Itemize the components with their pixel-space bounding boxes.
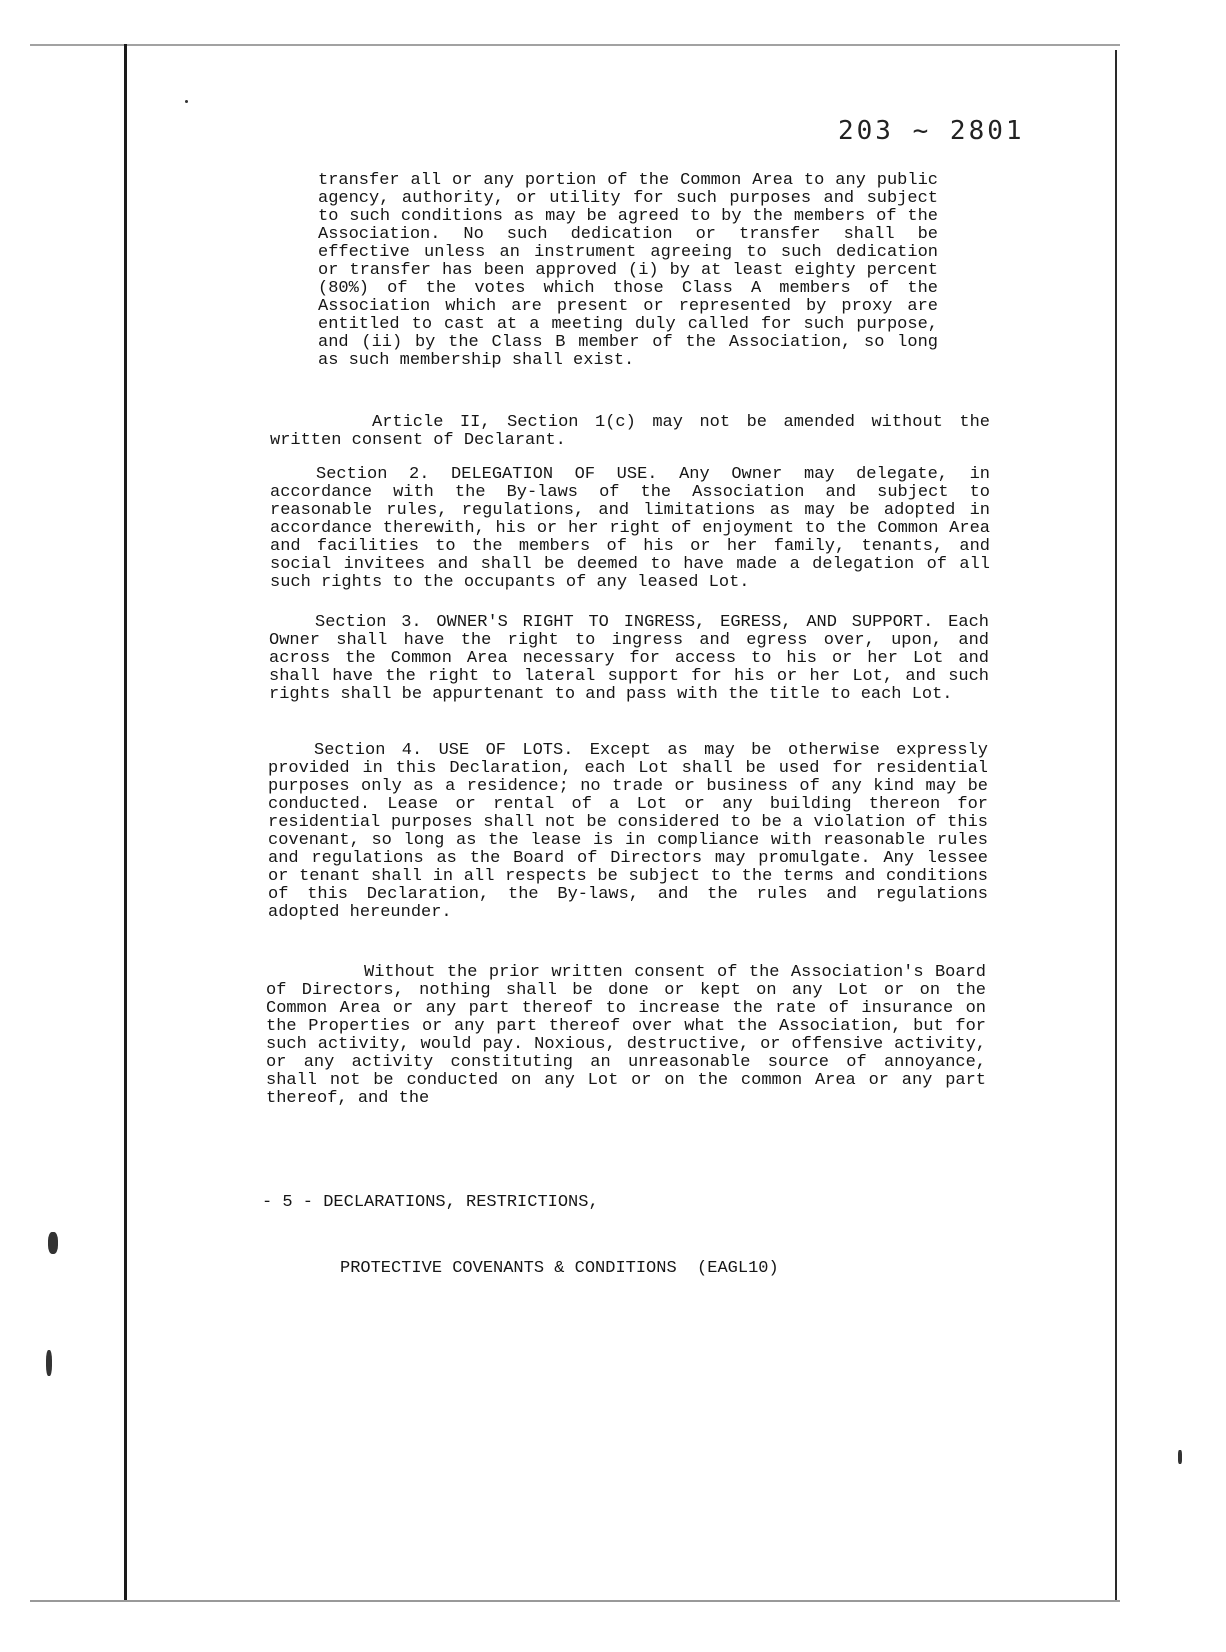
left-margin-line bbox=[124, 44, 127, 1600]
paragraph-without-consent: Without the prior written consent of the Association's Board of Directors, nothing shall be done or kept on any Lot or on the Common Area or any part thereof to increase the rate of insurance on the Properties or any part thereof over what the Association, but for such activity, would pay. Noxious, destructive, or offensive activity, or any activity constituting an unreasonable source of annoyance, shall not be conducted on any Lot or on the common Area or any part thereof, and the bbox=[266, 963, 986, 1108]
paragraph-article-ii: Article II, Section 1(c) may not be amended without the written consent of Declarant. bbox=[270, 413, 990, 450]
paragraph-dedication: transfer all or any portion of the Common Area to any public agency, authority, or utility for such purposes and subject to such conditions as may be agreed to by the members of the Association. No such dedication or transfer shall be effective unless an instrument agreeing to such dedication or transfer has been approved (i) by at least eighty percent (80%) of the votes which those Class A members of the Association which are present or represented by proxy are entitled to cast at a meeting duly called for such purpose, and (ii) by the Class B member of the Association, so long as such membership shall exist. bbox=[318, 171, 938, 370]
right-margin-line bbox=[1115, 50, 1117, 1600]
paragraph-section-3: Section 3. OWNER'S RIGHT TO INGRESS, EGRESS, AND SUPPORT. Each Owner shall have the right to ingress and egress over, upon, and across the Common Area necessary for access to his or her Lot and shall have the right to lateral support for his or her Lot, and such rights shall be appurtenant to and pass with the title to each Lot. bbox=[269, 613, 989, 704]
footer-line-1: - 5 - DECLARATIONS, RESTRICTIONS, bbox=[262, 1193, 599, 1212]
page-footer bbox=[262, 1148, 779, 1324]
scan-speck bbox=[1178, 1450, 1182, 1464]
paragraph-section-2: Section 2. DELEGATION OF USE. Any Owner may delegate, in accordance with the By-laws of the Association and subject to reasonable rules, regulations, and limitations as may be adopted in accordance therewith, his or her right of enjoyment to the Common Area and facilities to the members of his or her family, tenants, and social invitees and shall be deemed to have made a delegation of all such rights to the occupants of any leased Lot. bbox=[270, 465, 990, 592]
bottom-edge-line bbox=[30, 1600, 1120, 1602]
page-number: 203 ~ 2801 bbox=[838, 116, 1025, 146]
scan-speck bbox=[48, 1232, 58, 1254]
scan-speck bbox=[46, 1350, 52, 1376]
footer-line-2: PROTECTIVE COVENANTS & CONDITIONS (EAGL10) bbox=[340, 1259, 779, 1278]
scan-speck bbox=[185, 100, 188, 103]
paragraph-section-4: Section 4. USE OF LOTS. Except as may be otherwise expressly provided in this Declaration, each Lot shall be used for residential purposes only as a residence; no trade or business of any kind may be conducted. Lease or rental of a Lot or any building thereon for residential purposes shall not be considered to be a violation of this covenant, so long as the lease is in compliance with reasonable rules and regulations as the Board of Directors may promulgate. Any lessee or tenant shall in all respects be subject to the terms and conditions of this Declaration, the By-laws, and the rules and regulations adopted hereunder. bbox=[268, 741, 988, 922]
top-edge-line bbox=[30, 44, 1120, 46]
